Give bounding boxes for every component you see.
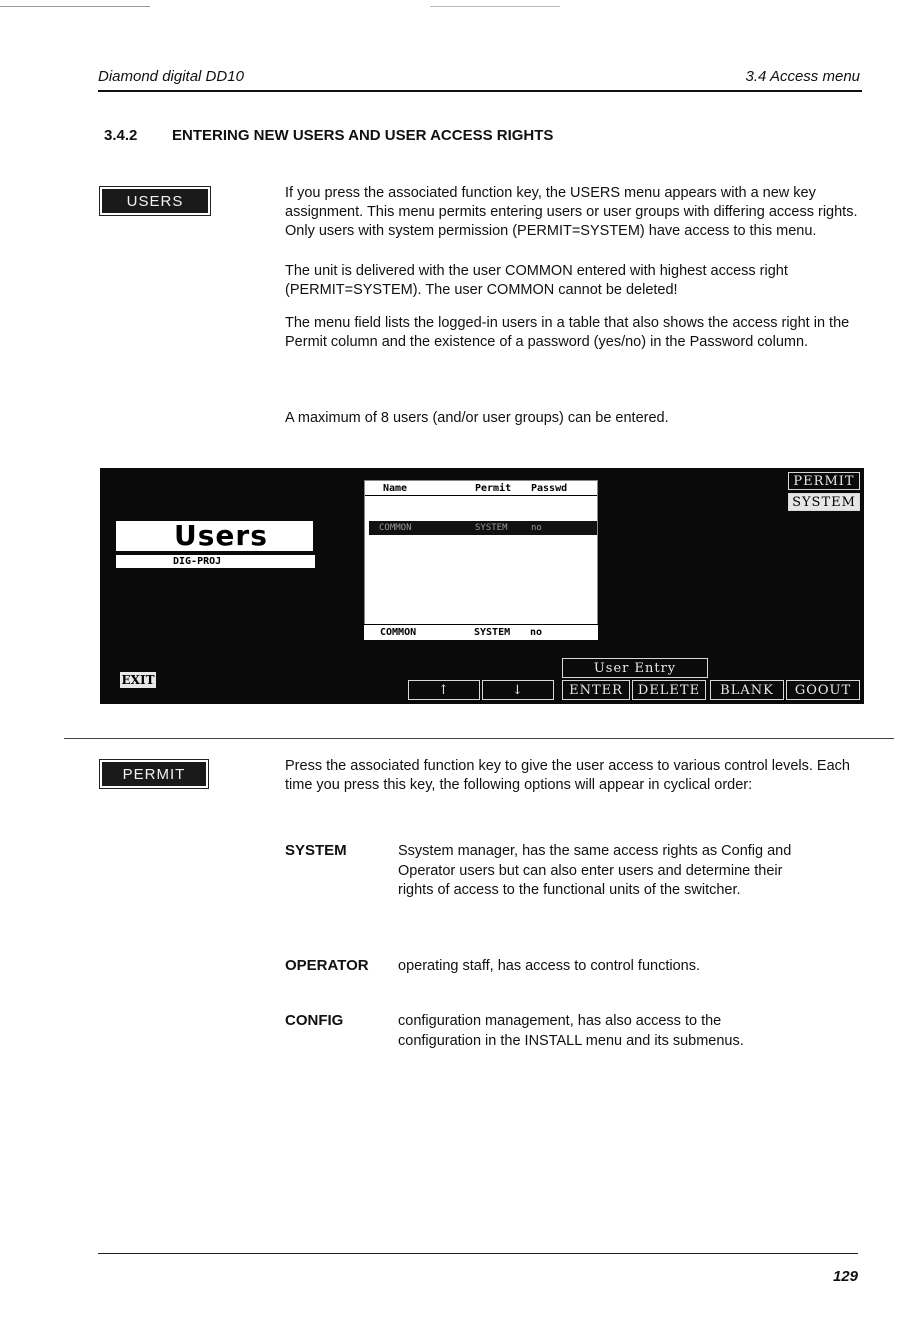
def-term-operator: OPERATOR xyxy=(285,957,369,974)
def-term-config: CONFIG xyxy=(285,1012,344,1029)
users-menu-screen xyxy=(100,468,864,704)
edit-name: COMMON xyxy=(380,627,417,638)
screen-title: Users xyxy=(116,521,313,551)
section-divider xyxy=(64,738,894,739)
def-term-system: SYSTEM xyxy=(285,842,347,859)
permit-paragraph: Press the associated function key to give the user access to various control levels. Each time you press this key, the following options will appear in cyclical order: xyxy=(285,758,850,793)
row-passwd: no xyxy=(531,523,542,533)
header-product: Diamond digital DD10 xyxy=(98,68,244,85)
users-key-label: USERS xyxy=(102,189,208,213)
users-table xyxy=(364,480,598,640)
def-text-config: configuration management, has also access to the configuration in the INSTALL menu and its submenus. xyxy=(398,1013,744,1049)
col-passwd-header: Passwd xyxy=(531,483,568,494)
edit-passwd: no xyxy=(530,627,543,638)
scan-line xyxy=(430,6,560,7)
section-number: 3.4.2 xyxy=(104,127,138,144)
row-name: COMMON xyxy=(379,523,412,533)
col-permit-header: Permit xyxy=(475,483,512,494)
intro-paragraph-1: If you press the associated function key, the USERS menu appears with a new key assignment. This menu permits entering users or user groups with differing access rights. Only users with system permission (PERMIT=SYSTEM) have access to this menu. xyxy=(285,185,858,239)
page-number: 129 xyxy=(832,1268,858,1285)
intro-paragraph-4: A maximum of 8 users (and/or user groups) can be entered. xyxy=(285,410,669,426)
def-text-system: Ssystem manager, has the same access rights as Config and Operator users but can also enter users and determine their rights of access to the functional units of the switcher. xyxy=(398,843,792,898)
softkey-down[interactable]: ↓ xyxy=(482,680,554,700)
edit-permit: SYSTEM xyxy=(474,627,511,638)
screen-permit-key[interactable]: PERMIT xyxy=(788,472,860,490)
row-permit: SYSTEM xyxy=(475,523,508,533)
screen-subtitle: DIG-PROJ xyxy=(116,555,315,568)
intro-paragraph-3: The menu field lists the logged-in users in a table that also shows the access right in the Permit column and the existence of a password (yes/no) in the Password column. xyxy=(285,315,850,350)
users-key[interactable] xyxy=(99,186,211,216)
scan-line xyxy=(0,6,150,7)
softkey-up[interactable]: ↑ xyxy=(408,680,480,700)
section-title: ENTERING NEW USERS AND USER ACCESS RIGHTS xyxy=(172,127,554,144)
table-edit-row[interactable] xyxy=(364,624,598,640)
softkey-delete[interactable]: DELETE xyxy=(632,680,706,700)
exit-button[interactable]: EXIT xyxy=(121,673,155,687)
softkey-blank[interactable]: BLANK xyxy=(710,680,784,700)
softkey-enter[interactable]: ENTER xyxy=(562,680,630,700)
screen-permit-value: SYSTEM xyxy=(788,493,860,511)
user-entry-label: User Entry xyxy=(562,658,708,678)
def-text-operator: operating staff, has access to control functions. xyxy=(398,958,700,974)
softkey-goout[interactable]: GOOUT xyxy=(786,680,860,700)
table-row-selected[interactable] xyxy=(369,521,597,535)
table-header-rule xyxy=(365,495,597,496)
footer-rule xyxy=(98,1253,858,1254)
header-chapter: 3.4 Access menu xyxy=(745,68,860,85)
permit-key-label: PERMIT xyxy=(102,762,206,786)
intro-paragraph-2: The unit is delivered with the user COMMON entered with highest access right (PERMIT=SYSTEM). The user COMMON cannot be deleted! xyxy=(285,263,788,298)
permit-key[interactable] xyxy=(99,759,209,789)
col-name-header: Name xyxy=(383,483,408,494)
header-rule xyxy=(98,90,862,92)
